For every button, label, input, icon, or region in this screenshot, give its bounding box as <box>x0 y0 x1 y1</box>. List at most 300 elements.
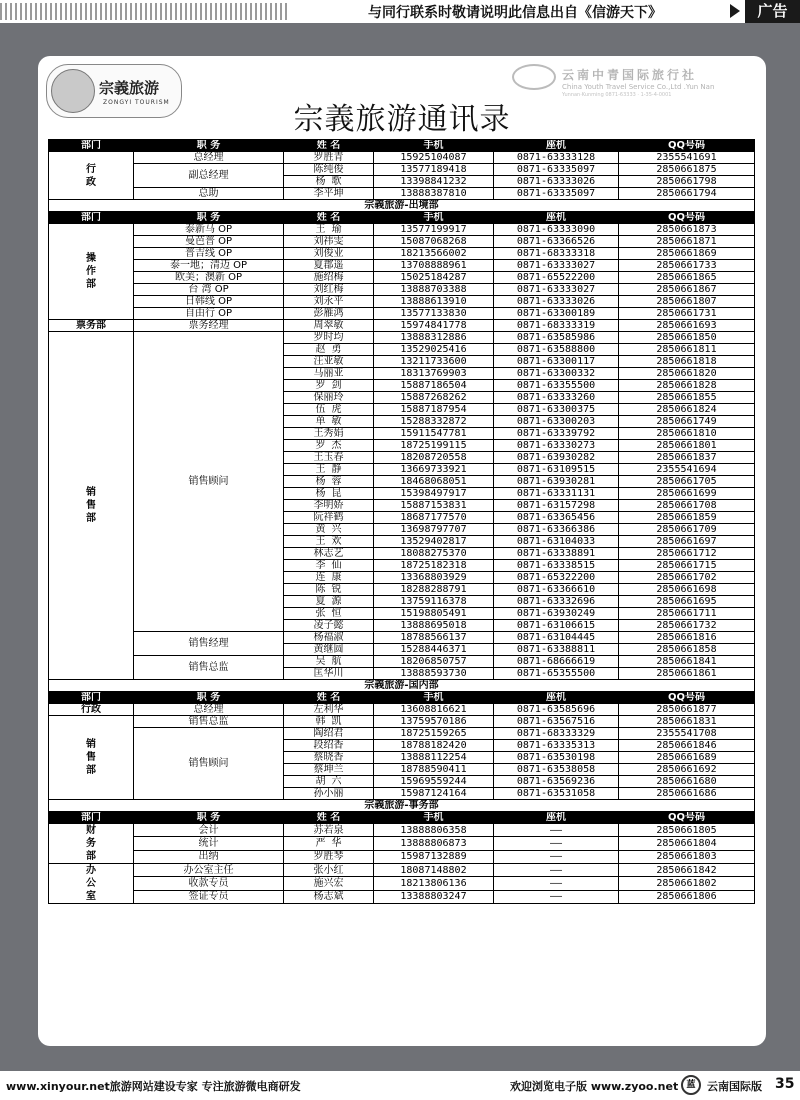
name-cell: 连 康 <box>284 572 374 584</box>
name-cell: 陶绍君 <box>284 728 374 740</box>
position-cell: 曼芭普 OP <box>134 236 284 248</box>
table-row <box>49 236 755 248</box>
mobile-cell: 13577189418 <box>374 164 494 176</box>
tel-cell: 0871-63332696 <box>494 596 619 608</box>
mobile-cell: 13888806358 <box>374 824 494 837</box>
name-cell: 单 敏 <box>284 416 374 428</box>
company-emblem-icon <box>512 64 556 90</box>
tel-cell: 0871-63585986 <box>494 332 619 344</box>
tel-cell: —— <box>494 890 619 903</box>
column-header: 职 务 <box>134 692 284 704</box>
qq-cell: 2850661828 <box>619 380 755 392</box>
table-row <box>49 152 755 164</box>
name-cell: 刘祎雯 <box>284 236 374 248</box>
qq-cell: 2850661855 <box>619 392 755 404</box>
mobile-cell: 18206850757 <box>374 656 494 668</box>
qq-cell: 2850661709 <box>619 524 755 536</box>
mobile-cell: 13529402817 <box>374 536 494 548</box>
department-cell: 财 务 部 <box>49 824 134 864</box>
mobile-cell: 13759570186 <box>374 716 494 728</box>
qq-cell: 2850661865 <box>619 272 755 284</box>
tel-cell: 0871-63338891 <box>494 548 619 560</box>
position-cell: 销售顾问 <box>134 728 284 800</box>
table-row <box>49 824 755 837</box>
tel-cell: 0871-63355500 <box>494 380 619 392</box>
tel-cell: 0871-68333319 <box>494 320 619 332</box>
qq-cell: 2850661705 <box>619 476 755 488</box>
table-row <box>49 284 755 296</box>
tel-cell: 0871-63335097 <box>494 164 619 176</box>
table-row <box>49 188 755 200</box>
position-cell: 普吉线 OP <box>134 248 284 260</box>
qq-cell: 2850661858 <box>619 644 755 656</box>
qq-cell: 2355541694 <box>619 464 755 476</box>
tel-cell: 0871-63930282 <box>494 452 619 464</box>
mobile-cell: 18288288791 <box>374 584 494 596</box>
qq-cell: 2850661842 <box>619 864 755 877</box>
name-cell: 夏郡遥 <box>284 260 374 272</box>
name-cell: 吴 航 <box>284 656 374 668</box>
mobile-cell: 18087148802 <box>374 864 494 877</box>
mobile-cell: 13577133830 <box>374 308 494 320</box>
mobile-cell: 15987124164 <box>374 788 494 800</box>
qq-cell: 2850661697 <box>619 536 755 548</box>
table-header-row <box>49 212 755 224</box>
qq-cell: 2850661712 <box>619 548 755 560</box>
mobile-cell: 15288446371 <box>374 644 494 656</box>
mobile-cell: 18468068051 <box>374 476 494 488</box>
qq-cell: 2850661846 <box>619 740 755 752</box>
name-cell: 罗 杰 <box>284 440 374 452</box>
tel-cell: 0871-63300117 <box>494 356 619 368</box>
table-row <box>49 308 755 320</box>
name-cell: 刘俊业 <box>284 248 374 260</box>
mobile-cell: 15087068268 <box>374 236 494 248</box>
qq-cell: 2850661708 <box>619 500 755 512</box>
tel-cell: 0871-63366526 <box>494 236 619 248</box>
mobile-cell: 13398841232 <box>374 176 494 188</box>
name-cell: 苏若泉 <box>284 824 374 837</box>
department-cell: 办 公 室 <box>49 864 134 904</box>
mobile-cell: 13388803247 <box>374 890 494 903</box>
qq-cell: 2850661733 <box>619 260 755 272</box>
name-cell: 保丽玲 <box>284 392 374 404</box>
table-row <box>49 850 755 863</box>
department-cell: 行政 <box>49 704 134 716</box>
mobile-cell: 18213806136 <box>374 877 494 890</box>
name-cell: 张 恒 <box>284 608 374 620</box>
mobile-cell: 18725199115 <box>374 440 494 452</box>
mobile-cell: 13888312886 <box>374 332 494 344</box>
footer-right-text: 欢迎浏览电子版 www.zyoo.net <box>510 1080 679 1093</box>
tel-cell: 0871-63333090 <box>494 224 619 236</box>
mobile-cell: 13888593730 <box>374 668 494 680</box>
tel-cell: 0871-63930281 <box>494 476 619 488</box>
tel-cell: 0871-63300375 <box>494 404 619 416</box>
table-header-row <box>49 140 755 152</box>
position-cell: 销售顾问 <box>134 332 284 632</box>
qq-cell: 2850661794 <box>619 188 755 200</box>
name-cell: 胡 六 <box>284 776 374 788</box>
mobile-cell: 15025184287 <box>374 272 494 284</box>
position-cell: 泰一地；清迈 OP <box>134 260 284 272</box>
column-header: QQ号码 <box>619 812 755 824</box>
tel-cell: 0871-68666619 <box>494 656 619 668</box>
qq-cell: 2850661715 <box>619 560 755 572</box>
qq-cell: 2850661841 <box>619 656 755 668</box>
department-cell: 票务部 <box>49 320 134 332</box>
qq-cell: 2850661867 <box>619 284 755 296</box>
tel-cell: 0871-63567516 <box>494 716 619 728</box>
name-cell: 陈纯俊 <box>284 164 374 176</box>
column-header: 部门 <box>49 140 134 152</box>
column-header: QQ号码 <box>619 212 755 224</box>
mobile-cell: 15198805491 <box>374 608 494 620</box>
mobile-cell: 18788182420 <box>374 740 494 752</box>
mobile-cell: 18208720558 <box>374 452 494 464</box>
banner-notice: 与同行联系时敬请说明此信息出自《信游天下》 <box>368 5 662 21</box>
tel-cell: 0871-63333260 <box>494 392 619 404</box>
mobile-cell: 13888112254 <box>374 752 494 764</box>
banner-hatch-decoration <box>0 3 290 20</box>
name-cell: 施兴宏 <box>284 877 374 890</box>
qq-cell: 2850661805 <box>619 824 755 837</box>
qq-cell: 2850661803 <box>619 850 755 863</box>
qq-cell: 2850661871 <box>619 236 755 248</box>
name-cell: 黄继圆 <box>284 644 374 656</box>
qq-cell: 2850661861 <box>619 668 755 680</box>
tel-cell: 0871-65322200 <box>494 572 619 584</box>
column-header: 座机 <box>494 812 619 824</box>
column-header: 座机 <box>494 212 619 224</box>
table-row <box>49 864 755 877</box>
position-cell: 泰新马 OP <box>134 224 284 236</box>
name-cell: 韩 凯 <box>284 716 374 728</box>
column-header: 手机 <box>374 212 494 224</box>
qq-cell: 2850661693 <box>619 320 755 332</box>
tel-cell: 0871-63331131 <box>494 488 619 500</box>
name-cell: 伍 虎 <box>284 404 374 416</box>
name-cell: 王 瑜 <box>284 224 374 236</box>
tel-cell: 0871-63335097 <box>494 188 619 200</box>
tel-cell: 0871-63157298 <box>494 500 619 512</box>
table-row <box>49 320 755 332</box>
company-address: Yunnan·Kunming 0871-63333 · 1-35-4-0001 <box>562 92 672 98</box>
logo-cn: 宗義旅游 <box>99 79 160 97</box>
edition-label: 云南国际版 <box>707 1080 762 1093</box>
position-cell: 销售总监 <box>134 656 284 680</box>
page-footer <box>0 1071 800 1100</box>
tel-cell: 0871-63104033 <box>494 536 619 548</box>
column-header: 部门 <box>49 692 134 704</box>
section-title-row <box>49 800 755 812</box>
mobile-cell: 13698797707 <box>374 524 494 536</box>
tel-cell: —— <box>494 877 619 890</box>
name-cell: 陈 锐 <box>284 584 374 596</box>
tel-cell: 0871-63930249 <box>494 608 619 620</box>
qq-cell: 2850661837 <box>619 452 755 464</box>
qq-cell: 2355541691 <box>619 152 755 164</box>
page-title: 宗義旅游通讯录 <box>293 102 511 137</box>
mobile-cell: 13529025416 <box>374 344 494 356</box>
qq-cell: 2850661804 <box>619 837 755 850</box>
mobile-cell: 15398497917 <box>374 488 494 500</box>
name-cell: 罗时均 <box>284 332 374 344</box>
position-cell: 日韩线 OP <box>134 296 284 308</box>
mobile-cell: 18088275370 <box>374 548 494 560</box>
qq-cell: 2850661801 <box>619 440 755 452</box>
qq-cell: 2850661711 <box>619 608 755 620</box>
table-row <box>49 728 755 740</box>
tel-cell: 0871-63366386 <box>494 524 619 536</box>
mobile-cell: 13888613910 <box>374 296 494 308</box>
tel-cell: 0871-63588800 <box>494 344 619 356</box>
column-header: 手机 <box>374 140 494 152</box>
tel-cell: 0871-63300332 <box>494 368 619 380</box>
mobile-cell: 13888703388 <box>374 284 494 296</box>
department-cell: 行 政 <box>49 152 134 200</box>
logo-en: ZONGYI TOURISM <box>103 99 170 106</box>
position-cell: 办公室主任 <box>134 864 284 877</box>
qq-cell: 2850661811 <box>619 344 755 356</box>
mobile-cell: 18725182318 <box>374 560 494 572</box>
qq-cell: 2850661877 <box>619 704 755 716</box>
column-header: QQ号码 <box>619 692 755 704</box>
mobile-cell: 18313769903 <box>374 368 494 380</box>
tel-cell: 0871-63339792 <box>494 428 619 440</box>
column-header: 职 务 <box>134 212 284 224</box>
mobile-cell: 18788566137 <box>374 632 494 644</box>
tel-cell: 0871-63366610 <box>494 584 619 596</box>
position-cell: 台 湾 OP <box>134 284 284 296</box>
tel-cell: 0871-63333027 <box>494 260 619 272</box>
table-header-row <box>49 692 755 704</box>
name-cell: 马丽亚 <box>284 368 374 380</box>
position-cell: 欧美；澳新 OP <box>134 272 284 284</box>
tel-cell: 0871-63538058 <box>494 764 619 776</box>
position-cell: 销售经理 <box>134 632 284 656</box>
tel-cell: 0871-63333128 <box>494 152 619 164</box>
table-row <box>49 632 755 644</box>
position-cell: 自由行 OP <box>134 308 284 320</box>
mobile-cell: 18725159265 <box>374 728 494 740</box>
qq-cell: 2850661802 <box>619 877 755 890</box>
department-cell: 销 售 部 <box>49 332 134 680</box>
mobile-cell: 13888806873 <box>374 837 494 850</box>
tel-cell: 0871-65355500 <box>494 668 619 680</box>
mobile-cell: 13888695018 <box>374 620 494 632</box>
tel-cell: 0871-68333329 <box>494 728 619 740</box>
mobile-cell: 15969559244 <box>374 776 494 788</box>
table-row <box>49 224 755 236</box>
name-cell: 刘红梅 <box>284 284 374 296</box>
qq-cell: 2850661689 <box>619 752 755 764</box>
qq-cell: 2850661798 <box>619 176 755 188</box>
position-cell: 销售总监 <box>134 716 284 728</box>
section-title-row <box>49 680 755 692</box>
tel-cell: 0871-63300189 <box>494 308 619 320</box>
tel-cell: 0871-63335313 <box>494 740 619 752</box>
tel-cell: —— <box>494 837 619 850</box>
qq-cell: 2850661695 <box>619 596 755 608</box>
position-cell: 票务经理 <box>134 320 284 332</box>
tel-cell: 0871-63333027 <box>494 284 619 296</box>
column-header: QQ号码 <box>619 140 755 152</box>
name-cell: 段绍香 <box>284 740 374 752</box>
name-cell: 夏 源 <box>284 596 374 608</box>
qq-cell: 2850661859 <box>619 512 755 524</box>
mobile-cell: 18213566002 <box>374 248 494 260</box>
name-cell: 左利华 <box>284 704 374 716</box>
qq-cell: 2850661850 <box>619 332 755 344</box>
name-cell: 杨 歌 <box>284 176 374 188</box>
tel-cell: 0871-63585696 <box>494 704 619 716</box>
position-cell: 总助 <box>134 188 284 200</box>
tel-cell: 0871-63109515 <box>494 464 619 476</box>
name-cell: 刘永平 <box>284 296 374 308</box>
tel-cell: —— <box>494 850 619 863</box>
tel-cell: 0871-63531058 <box>494 788 619 800</box>
table-row <box>49 296 755 308</box>
qq-cell: 2850661810 <box>619 428 755 440</box>
name-cell: 王玉春 <box>284 452 374 464</box>
table-header-row <box>49 812 755 824</box>
column-header: 姓 名 <box>284 812 374 824</box>
column-header: 部门 <box>49 812 134 824</box>
position-cell: 签证专员 <box>134 890 284 903</box>
mobile-cell: 13211733600 <box>374 356 494 368</box>
column-header: 座机 <box>494 140 619 152</box>
name-cell: 赵 勇 <box>284 344 374 356</box>
department-cell: 销 售 部 <box>49 716 134 800</box>
name-cell: 匡华川 <box>284 668 374 680</box>
mobile-cell: 15887268262 <box>374 392 494 404</box>
name-cell: 周翠敏 <box>284 320 374 332</box>
name-cell: 李明娇 <box>284 500 374 512</box>
name-cell: 阮祥鹤 <box>284 512 374 524</box>
mobile-cell: 18788590411 <box>374 764 494 776</box>
position-cell: 会计 <box>134 824 284 837</box>
mobile-cell: 13368803929 <box>374 572 494 584</box>
qq-cell: 2850661686 <box>619 788 755 800</box>
arrow-icon <box>730 4 740 18</box>
section-title: 宗義旅游-国内部 <box>49 680 755 692</box>
company-name-en: China Youth Travel Service Co.,Ltd .Yun Nan <box>562 83 715 91</box>
tel-cell: 0871-63365456 <box>494 512 619 524</box>
mobile-cell: 18687177570 <box>374 512 494 524</box>
mobile-cell: 15887153831 <box>374 500 494 512</box>
mobile-cell: 13608816621 <box>374 704 494 716</box>
page-number: 35 <box>775 1076 795 1092</box>
qq-cell: 2850661692 <box>619 764 755 776</box>
name-cell: 张小红 <box>284 864 374 877</box>
footer-left-text: www.xinyour.net旅游网站建设专家 专注旅游微电商研发 <box>6 1080 301 1093</box>
name-cell: 王 欢 <box>284 536 374 548</box>
table-row <box>49 248 755 260</box>
tel-cell: 0871-63530198 <box>494 752 619 764</box>
table-row <box>49 890 755 903</box>
name-cell: 彭雁鸿 <box>284 308 374 320</box>
company-name-cn: 云南中青国际旅行社 <box>562 68 698 82</box>
position-cell: 副总经理 <box>134 164 284 188</box>
tel-cell: 0871-63333026 <box>494 176 619 188</box>
mobile-cell: 15887186504 <box>374 380 494 392</box>
table-row <box>49 716 755 728</box>
qq-cell: 2850661869 <box>619 248 755 260</box>
name-cell: 杨 蓉 <box>284 476 374 488</box>
section-title-row <box>49 200 755 212</box>
name-cell: 施绍梅 <box>284 272 374 284</box>
section-title: 宗義旅游-事务部 <box>49 800 755 812</box>
mobile-cell: 13577199917 <box>374 224 494 236</box>
table-row <box>49 704 755 716</box>
mobile-cell: 13708888961 <box>374 260 494 272</box>
column-header: 手机 <box>374 812 494 824</box>
column-header: 部门 <box>49 212 134 224</box>
position-cell: 出纳 <box>134 850 284 863</box>
qq-cell: 2850661818 <box>619 356 755 368</box>
qq-cell: 2850661699 <box>619 488 755 500</box>
qq-cell: 2850661820 <box>619 368 755 380</box>
qq-cell: 2850661816 <box>619 632 755 644</box>
qq-cell: 2850661702 <box>619 572 755 584</box>
table-row <box>49 272 755 284</box>
qq-cell: 2850661698 <box>619 584 755 596</box>
name-cell: 孙小丽 <box>284 788 374 800</box>
department-cell: 操 作 部 <box>49 224 134 320</box>
tel-cell: —— <box>494 864 619 877</box>
tel-cell: 0871-68333318 <box>494 248 619 260</box>
mobile-cell: 15288332872 <box>374 416 494 428</box>
tel-cell: 0871-65522200 <box>494 272 619 284</box>
column-header: 姓 名 <box>284 692 374 704</box>
table-row <box>49 837 755 850</box>
column-header: 姓 名 <box>284 140 374 152</box>
edition-badge-icon: 蓝 <box>681 1075 701 1095</box>
qq-cell: 2850661873 <box>619 224 755 236</box>
qq-cell: 2850661824 <box>619 404 755 416</box>
tel-cell: 0871-63300203 <box>494 416 619 428</box>
tel-cell: —— <box>494 824 619 837</box>
position-cell: 总经理 <box>134 704 284 716</box>
name-cell: 凌子懿 <box>284 620 374 632</box>
tel-cell: 0871-63104445 <box>494 632 619 644</box>
table-row <box>49 260 755 272</box>
mobile-cell: 15887187954 <box>374 404 494 416</box>
tel-cell: 0871-63330273 <box>494 440 619 452</box>
mobile-cell: 13669733921 <box>374 464 494 476</box>
tel-cell: 0871-63106615 <box>494 620 619 632</box>
tel-cell: 0871-63333026 <box>494 296 619 308</box>
table-row <box>49 164 755 176</box>
mobile-cell: 15911547781 <box>374 428 494 440</box>
table-row <box>49 656 755 668</box>
section-title: 宗義旅游-出境部 <box>49 200 755 212</box>
column-header: 座机 <box>494 692 619 704</box>
name-cell: 严 华 <box>284 837 374 850</box>
qq-cell: 2850661806 <box>619 890 755 903</box>
name-cell: 王秀娟 <box>284 428 374 440</box>
mobile-cell: 13759116378 <box>374 596 494 608</box>
name-cell: 杨志斌 <box>284 890 374 903</box>
name-cell: 罗胜青 <box>284 152 374 164</box>
name-cell: 罗胜琴 <box>284 850 374 863</box>
qq-cell: 2850661749 <box>619 416 755 428</box>
name-cell: 蔡晓香 <box>284 752 374 764</box>
tel-cell: 0871-63569236 <box>494 776 619 788</box>
top-banner <box>0 0 800 23</box>
mobile-cell: 13888387810 <box>374 188 494 200</box>
